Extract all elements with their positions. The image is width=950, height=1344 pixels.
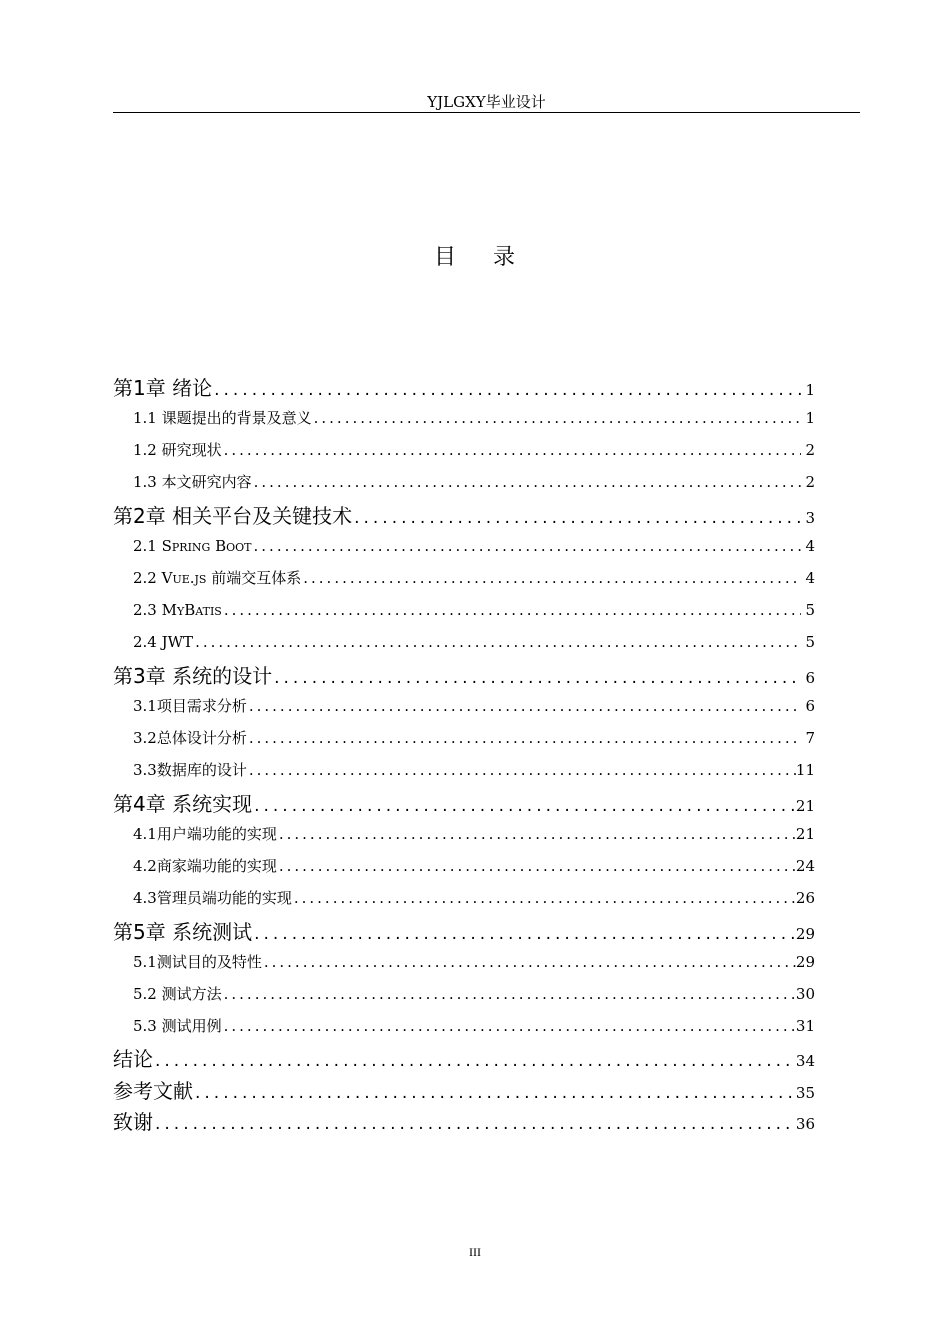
toc-entry-page: 1: [805, 381, 815, 399]
toc-leader-dots: [193, 1077, 796, 1107]
toc-leader-dots: [252, 790, 796, 820]
toc-entry-label: 1.1 课题提出的背景及意义: [133, 409, 312, 427]
toc-entry-label: 5.1测试目的及特性: [133, 953, 262, 971]
toc-entry[interactable]: [113, 403, 815, 433]
toc-entry[interactable]: [113, 435, 815, 465]
toc-leader-dots: [247, 723, 801, 753]
toc-entry-page: 29: [795, 925, 815, 943]
toc-leader-dots: [272, 662, 801, 692]
toc-entry-page: 1: [805, 409, 815, 427]
toc-entry[interactable]: [113, 372, 815, 404]
toc-leader-dots: [262, 947, 796, 977]
toc-leader-dots: [153, 1045, 796, 1075]
page-header: YJLGXY毕业设计: [113, 92, 860, 113]
toc-entry-label: 致谢: [113, 1110, 153, 1134]
page-number: III: [469, 1245, 481, 1259]
toc-entry-label: 5.2 测试方法: [133, 985, 222, 1003]
toc-entry[interactable]: [113, 723, 815, 753]
toc-entry[interactable]: [113, 947, 815, 977]
toc-entry[interactable]: [113, 500, 815, 532]
toc-entry-page: 36: [795, 1115, 815, 1133]
toc-entry[interactable]: [113, 691, 815, 721]
toc-entry[interactable]: [113, 788, 815, 820]
toc-entry-page: 4: [805, 569, 815, 587]
toc-entry-page: 30: [795, 985, 815, 1003]
toc-entry-page: 21: [795, 825, 815, 843]
toc-entry-label: 4.1用户端功能的实现: [133, 825, 277, 843]
toc-entry-label: 第1章 绪论: [113, 376, 213, 400]
toc-leader-dots: [301, 563, 801, 593]
toc-entry-label: 4.2商家端功能的实现: [133, 857, 277, 875]
toc-entry-label: 5.3 测试用例: [133, 1017, 222, 1035]
toc-leader-dots: [212, 374, 801, 404]
toc-entry-label: 第4章 系统实现: [113, 792, 253, 816]
toc-entry-page: 4: [805, 537, 815, 555]
toc-entry[interactable]: [113, 1075, 815, 1107]
toc-entry[interactable]: [113, 1043, 815, 1075]
toc-entry[interactable]: [113, 563, 815, 593]
toc-entry-page: 6: [805, 697, 815, 715]
toc-entry[interactable]: [113, 660, 815, 692]
toc-entry-page: 26: [795, 889, 815, 907]
toc-entry-label: 2.2 Vue.js 前端交互体系: [133, 569, 302, 587]
toc-leader-dots: [222, 595, 801, 625]
toc-entry-label: 1.3 本文研究内容: [133, 473, 252, 491]
toc-leader-dots: [153, 1108, 796, 1138]
toc-leader-dots: [312, 403, 801, 433]
toc-entry[interactable]: [113, 851, 815, 881]
toc-entry-label: 参考文献: [113, 1079, 193, 1103]
toc-leader-dots: [222, 435, 801, 465]
toc-leader-dots: [247, 755, 796, 785]
toc-entry-page: 2: [805, 441, 815, 459]
toc-entry-page: 3: [805, 509, 815, 527]
toc-entry-label: 3.2总体设计分析: [133, 729, 247, 747]
toc-entry[interactable]: [113, 627, 815, 657]
toc-entry-page: 31: [795, 1017, 815, 1035]
toc-leader-dots: [252, 918, 796, 948]
toc-entry-page: 34: [795, 1052, 815, 1070]
toc-entry-label: 4.3管理员端功能的实现: [133, 889, 292, 907]
toc-entry[interactable]: [113, 883, 815, 913]
toc-entry[interactable]: [113, 467, 815, 497]
toc-leader-dots: [247, 691, 801, 721]
toc-leader-dots: [277, 819, 796, 849]
toc-title-right: 录: [493, 245, 517, 270]
toc-entry-page: 24: [795, 857, 815, 875]
toc-entry[interactable]: [113, 531, 815, 561]
toc-leader-dots: [252, 531, 801, 561]
toc-entry[interactable]: [113, 819, 815, 849]
toc-entry[interactable]: [113, 595, 815, 625]
toc-entry[interactable]: [113, 979, 815, 1009]
toc-leader-dots: [277, 851, 796, 881]
toc-entry-page: 2: [805, 473, 815, 491]
toc-entry[interactable]: [113, 1106, 815, 1138]
toc-entry-page: 5: [805, 633, 815, 651]
toc-entry[interactable]: [113, 755, 815, 785]
toc-entry[interactable]: [113, 1011, 815, 1041]
toc-entry-page: 29: [795, 953, 815, 971]
toc-entry-label: 2.3 MyBatis: [133, 601, 222, 619]
toc-leader-dots: [352, 502, 801, 532]
toc-leader-dots: [222, 1011, 796, 1041]
toc-entry-page: 7: [805, 729, 815, 747]
toc-entry[interactable]: [113, 916, 815, 948]
toc-entry-label: 结论: [113, 1047, 153, 1071]
toc-entry-label: 1.2 研究现状: [133, 441, 222, 459]
toc-leader-dots: [222, 979, 796, 1009]
toc-entry-page: 5: [805, 601, 815, 619]
toc-entry-label: 2.1 Spring Boot: [133, 537, 252, 555]
toc-entry-page: 6: [805, 669, 815, 687]
toc-leader-dots: [252, 467, 801, 497]
toc-entry-label: 2.4 JWT: [133, 633, 194, 651]
toc-entry-label: 第3章 系统的设计: [113, 664, 273, 688]
toc-leader-dots: [193, 627, 801, 657]
toc-entry-page: 11: [795, 761, 815, 779]
toc-entry-page: 35: [795, 1084, 815, 1102]
toc-title: [0, 240, 950, 276]
toc-title-left: 目: [433, 245, 457, 270]
toc-entry-label: 3.3数据库的设计: [133, 761, 247, 779]
toc-entry-label: 第5章 系统测试: [113, 920, 253, 944]
toc-entry-page: 21: [795, 797, 815, 815]
toc-entry-label: 第2章 相关平台及关键技术: [113, 504, 353, 528]
toc-entry-label: 3.1项目需求分析: [133, 697, 247, 715]
toc-leader-dots: [292, 883, 796, 913]
